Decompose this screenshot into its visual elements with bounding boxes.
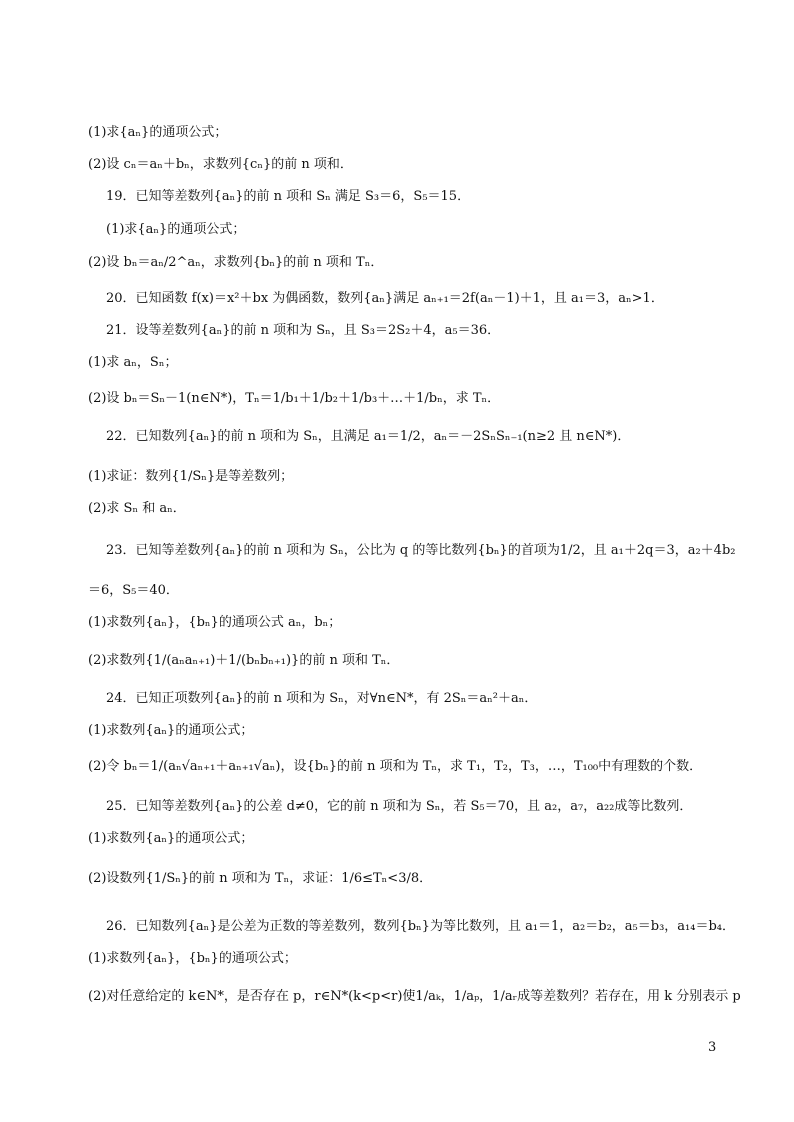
text-line: (2)求 Sₙ 和 aₙ．: [88, 501, 186, 516]
problem-26-line: 26．已知数列{aₙ}是公差为正数的等差数列，数列{bₙ}为等比数列，且 a₁＝1，a₂＝b₂，a₅＝b₃，a₁₄＝b₄．: [106, 919, 736, 934]
problem-20-line: 20．已知函数 f(x)＝x²＋bx 为偶函数，数列{aₙ}满足 aₙ₊₁＝2f(aₙ－1)＋1，且 a₁＝3，aₙ>1．: [106, 291, 664, 306]
problem-19-line: 19．已知等差数列{aₙ}的前 n 项和 Sₙ 满足 S₃＝6，S₅＝15．: [106, 189, 471, 204]
problem-24-line: 24．已知正项数列{aₙ}的前 n 项和为 Sₙ，对∀n∈N*，有 2Sₙ＝aₙ²＋aₙ．: [106, 691, 538, 706]
text-line: (2)设 bₙ＝Sₙ－1(n∈N*)，Tₙ＝1/b₁＋1/b₂＋1/b₃＋…＋1/bₙ，求 Tₙ．: [88, 391, 501, 406]
problem-22-line: 22．已知数列{aₙ}的前 n 项和为 Sₙ，且满足 a₁＝1/2，aₙ＝－2SₙSₙ₋₁(n≥2 且 n∈N*)．: [106, 429, 631, 444]
text-line: (1)求数列{aₙ}的通项公式；: [88, 723, 254, 738]
text-line: (1)求{aₙ}的通项公式；: [106, 222, 246, 237]
text-line: (2)设数列{1/Sₙ}的前 n 项和为 Tₙ，求证：1/6≤Tₙ<3/8．: [88, 871, 433, 886]
text-line: (2)令 bₙ＝1/(aₙ√aₙ₊₁＋aₙ₊₁√aₙ)，设{bₙ}的前 n 项和为 Tₙ，求 T₁，T₂，T₃，…，T₁₀₀中有理数的个数．: [88, 759, 703, 774]
text-line: (1)求{aₙ}的通项公式；: [88, 125, 228, 140]
text-line: (2)求数列{1/(aₙaₙ₊₁)＋1/(bₙbₙ₊₁)}的前 n 项和 Tₙ．: [88, 653, 400, 668]
text-line: (1)求数列{aₙ}，{bₙ}的通项公式 aₙ，bₙ；: [88, 615, 342, 630]
problem-21-line: 21．设等差数列{aₙ}的前 n 项和为 Sₙ，且 S₃＝2S₂＋4，a₅＝36．: [106, 323, 501, 338]
problem-23-line: 23．已知等差数列{aₙ}的前 n 项和为 Sₙ，公比为 q 的等比数列{bₙ}的首项为1/2，且 a₁＋2q＝3，a₂＋4b₂: [106, 543, 736, 558]
text-line: (2)设 cₙ＝aₙ＋bₙ，求数列{cₙ}的前 n 项和．: [88, 157, 353, 172]
text-line: (2)设 bₙ＝aₙ/2^aₙ，求数列{bₙ}的前 n 项和 Tₙ．: [88, 255, 384, 270]
text-line: (1)求 aₙ，Sₙ；: [88, 355, 178, 370]
page-number: 3: [708, 1040, 717, 1055]
text-line: (1)求数列{aₙ}，{bₙ}的通项公式；: [88, 951, 297, 966]
problem-25-line: 25．已知等差数列{aₙ}的公差 d≠0，它的前 n 项和为 Sₙ，若 S₅＝70，且 a₂，a₇，a₂₂成等比数列．: [106, 799, 693, 814]
text-line: (1)求证：数列{1/Sₙ}是等差数列；: [88, 469, 294, 484]
text-line: (2)对任意给定的 k∈N*，是否存在 p，r∈N*(k<p<r)使1/aₖ，1/aₚ，1/aᵣ成等差数列？若存在，用 k 分别表示 p: [88, 989, 741, 1004]
text-line: ＝6，S₅＝40．: [88, 583, 179, 598]
text-line: (1)求数列{aₙ}的通项公式；: [88, 831, 254, 846]
